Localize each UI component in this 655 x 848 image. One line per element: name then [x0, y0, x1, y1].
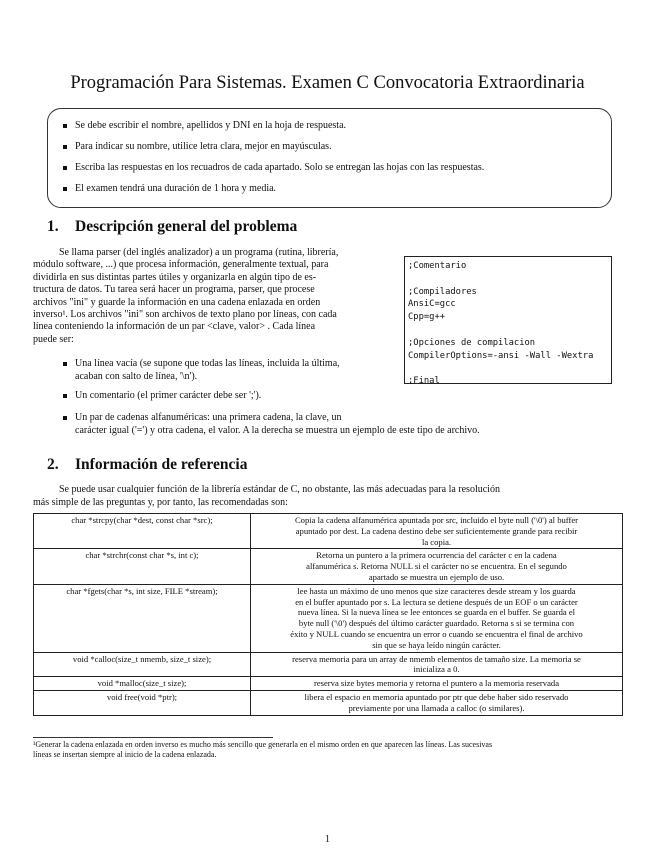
section-heading: 2. Información de referencia — [47, 456, 248, 473]
table-row — [34, 514, 623, 549]
function-signature: char *fgets(char *s, int size, FILE *stream); — [34, 584, 251, 652]
function-description: libera el espacio en memoria apuntado por ptr que debe haber sido reservado previamente por una llamada a calloc (o similares). — [251, 690, 623, 715]
instruction-item: Para indicar su nombre, utilice letra clara, mejor en mayúsculas. — [75, 141, 332, 153]
code-line — [408, 325, 608, 338]
code-line: ;Comentario — [408, 261, 467, 271]
table-row — [34, 677, 623, 691]
function-description: reserva memoria para un array de nmemb elementos de tamaño size. La memoria se inicializa a 0. — [251, 652, 623, 677]
section-heading: 1. Descripción general del problema — [47, 218, 298, 235]
code-line: Cpp=g++ — [408, 312, 446, 323]
table-row — [34, 652, 623, 677]
exam-title: Programación Para Sistemas. Examen C Convocatoria Extraordinaria — [70, 73, 585, 93]
table-row — [34, 549, 623, 584]
bullet-icon — [63, 124, 67, 128]
line-type-item: Un comentario (el primer carácter debe ser ';'). — [75, 390, 261, 402]
function-description: Retorna un puntero a la primera ocurrencia del carácter c en la cadena alfanumérica s. Retorna NULL si el carácter no se encuentra. En el segundo apartado se muestra un ejemplo de uso. — [251, 549, 623, 584]
line-type-item: Una línea vacía (se supone que todas las líneas, incluida la última, acaban con salto de línea, '\n'). — [75, 358, 340, 383]
instruction-item: Escriba las respuestas en los recuadros de cada apartado. Solo se entregan las hojas con las respuestas. — [75, 162, 484, 174]
code-line: ;Opciones de compilacion — [408, 337, 536, 348]
function-signature: char *strchr(const char *s, int c); — [34, 549, 251, 584]
code-line — [408, 363, 608, 376]
function-signature: void *calloc(size_t nmemb, size_t size); — [34, 652, 251, 677]
paragraph-line: Se llama parser (del inglés analizador) a un programa (rutina, librería, — [59, 247, 339, 258]
bullet-icon — [63, 166, 67, 170]
code-line: AnsiC=gcc — [408, 299, 456, 310]
code-line: ;Final — [408, 376, 440, 387]
function-signature: void *malloc(size_t size); — [34, 677, 251, 691]
paragraph-line: dividirla en sus distintas partes útiles y organizarla en algún tipo de es- — [33, 271, 317, 283]
paragraph-line: tructura de datos. Tu tarea será hacer un programa, parser, que procese — [33, 284, 315, 296]
code-line — [408, 274, 608, 287]
bullet-icon — [63, 394, 67, 398]
instruction-item: Se debe escribir el nombre, apellidos y DNI en la hoja de respuesta. — [75, 120, 346, 132]
function-description: reserva size bytes memoria y retorna el puntero a la memoria reservada — [251, 677, 623, 691]
table-row — [34, 690, 623, 715]
function-description: Copia la cadena alfanumérica apuntada por src, incluido el byte null ('\0') al buffer apuntado por dest. La cadena destino debe ser suficientemente grande para recibir la copia. — [251, 514, 623, 549]
code-line: CompilerOptions=-ansi -Wall -Wextra — [408, 350, 594, 361]
paragraph-line: módulo software, ...) que procesa información, generalmente textual, para — [33, 259, 329, 271]
bullet-icon — [63, 416, 67, 420]
instruction-item: El examen tendrá una duración de 1 hora y media. — [75, 183, 276, 195]
code-line: ;Compiladores — [408, 286, 477, 297]
ini-example-box — [404, 256, 612, 387]
footnote-rule — [33, 737, 273, 738]
line-type-item: Un par de cadenas alfanuméricas: una primera cadena, la clave, un carácter igual ('=') y otra cadena, el valor. A la derecha se muestra un ejemplo de este tipo de archivo. — [75, 412, 480, 437]
reference-intro: Se puede usar cualquier función de la librería estándar de C, no obstante, las más adecuadas para la resolución más simple de las preguntas y, por tanto, las recomendadas son: — [33, 484, 500, 508]
paragraph-line: puede ser: — [33, 333, 74, 345]
function-signature: char *strcpy(char *dest, const char *src); — [34, 514, 251, 549]
paragraph-line: archivos "ini" y guarde la información en una cadena enlazada en orden — [33, 296, 321, 308]
bullet-icon — [63, 187, 67, 191]
reference-table — [33, 513, 623, 716]
function-signature: void free(void *ptr); — [34, 690, 251, 715]
paragraph-line: línea conteniendo la información de un par <clave, valor> . Cada línea — [33, 321, 316, 333]
description-paragraph — [33, 247, 393, 346]
paragraph-line: inverso¹. Los archivos "ini" son archivos de texto plano por líneas, con cada — [33, 308, 337, 320]
bullet-icon — [63, 362, 67, 366]
function-description: lee hasta un máximo de uno menos que size caracteres desde stream y los guarda en el buffer apuntado por s. La lectura se detiene después de un EOF o un carácter nueva línea. Si la nueva línea se lee entonces se guarda en el buffer. Se guarda el byte null ('\0') después del último carácter guardado. Retorna s si se termina con éxito y NULL cuando se encuentra un error o cuando se encuentra el final de archivo sin que se haya leído ningún carácter. — [251, 584, 623, 652]
table-row — [34, 584, 623, 652]
page-number: 1 — [325, 834, 330, 845]
footnote: ¹Generar la cadena enlazada en orden inverso es mucho más sencillo que generarla en el mismo orden en que aparecen las líneas. Las sucesivas líneas se insertan siempre al inicio de la cadena enlazada. — [33, 740, 493, 759]
bullet-icon — [63, 145, 67, 149]
